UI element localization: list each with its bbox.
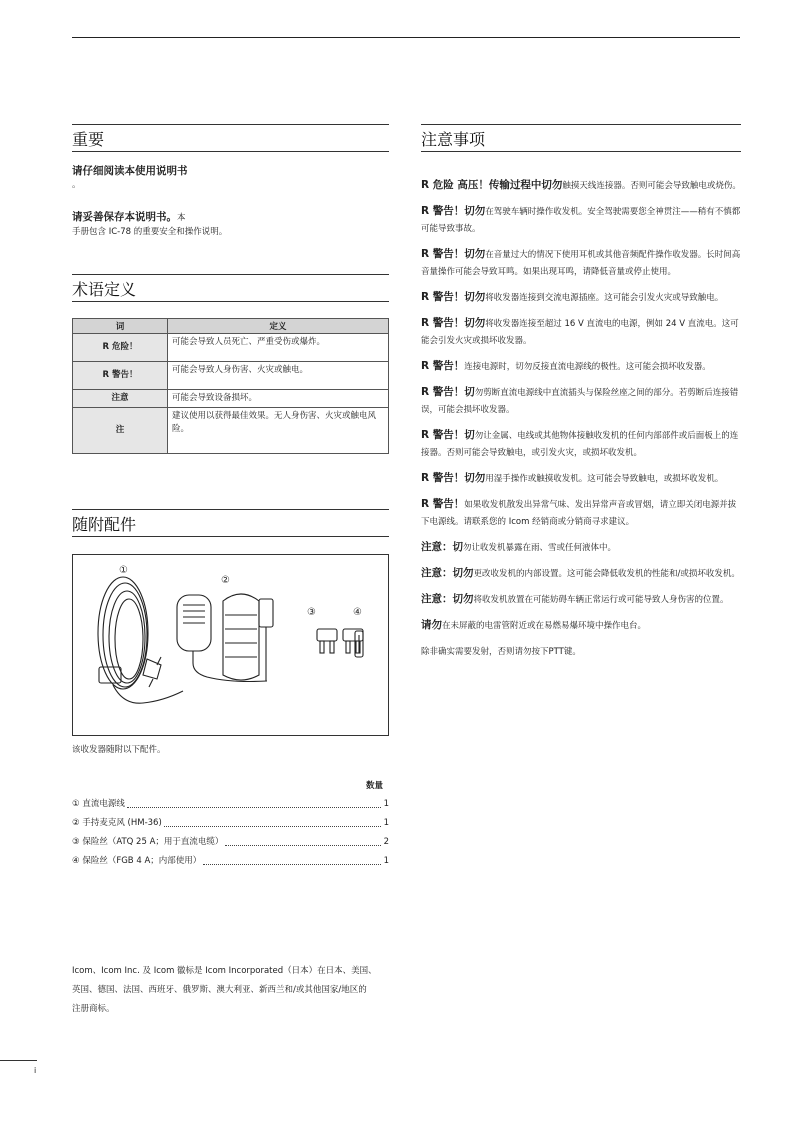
precaution-item — [421, 427, 741, 462]
precaution-text: 除非确实需要发射，否则请勿按下PTT键。 — [421, 647, 581, 657]
precaution-item — [421, 496, 741, 531]
precaution-lead: R 警告！切 — [421, 429, 475, 441]
precaution-item — [421, 617, 741, 635]
accessory-qty: 1 — [383, 818, 389, 828]
terms-col-def: 定义 — [168, 319, 389, 334]
precaution-text: 如果收发机散发出异常气味、发出异常声音或冒烟，请立即关闭电源并拔下电源线。请联系您的 Icom 经销商或分销商寻求建议。 — [421, 500, 737, 527]
precaution-lead: 注意：切勿 — [421, 593, 474, 605]
precaution-lead: R 警告！切勿 — [421, 472, 486, 484]
precaution-item — [421, 246, 741, 281]
precaution-lead: R 危险 高压！传输过程中切勿 — [421, 179, 563, 191]
precaution-text: 触摸天线连接器。否则可能会导致触电或烧伤。 — [562, 181, 741, 191]
accessories-drawing — [73, 555, 388, 735]
precaution-lead: R 警告！切勿 — [421, 205, 486, 217]
precaution-text: 勿让收发机暴露在雨、雪或任何液体中。 — [463, 543, 617, 553]
precaution-text: 用湿手操作或触摸收发机。这可能会导致触电，或损坏收发机。 — [485, 474, 724, 484]
precaution-lead: R 警告！切勿 — [421, 248, 486, 260]
table-row — [73, 334, 389, 362]
precaution-text: 勿剪断直流电源线中直流插头与保险丝座之间的部分。若剪断后连接错误，可能会损坏收发器。 — [421, 388, 739, 415]
trademark-notice — [72, 962, 389, 1019]
precaution-item — [421, 289, 741, 307]
accessories-intro: 该收发器随附以下配件。 — [72, 745, 166, 755]
precaution-item — [421, 315, 741, 350]
list-item — [72, 835, 389, 849]
right-column — [421, 124, 741, 657]
precaution-text: 更改收发机的内部设置。这可能会降低收发机的性能和/或损坏收发机。 — [473, 569, 740, 579]
terms-table — [72, 318, 389, 454]
accessory-name: ③ 保险丝（ATQ 25 A；用于直流电缆） — [72, 837, 224, 847]
precaution-text: 将收发器连接至超过 16 V 直流电的电源，例如 24 V 直流电。这可能会引发火灾或损坏收发器。 — [421, 319, 739, 346]
top-rule — [72, 37, 740, 38]
table-row — [73, 390, 389, 408]
precaution-text: 将收发器连接到交流电源插座。这可能会引发火灾或导致触电。 — [485, 293, 724, 303]
precaution-lead: R 警告！切勿 — [421, 317, 486, 329]
term-cell: 注 — [73, 408, 168, 454]
read-manual-text — [72, 164, 389, 178]
list-item — [72, 816, 389, 830]
trademark-line: 注册商标。 — [72, 1004, 115, 1014]
qty-header: 数量 — [365, 781, 383, 791]
precautions-title: 注意事项 — [421, 124, 741, 152]
footer-rule — [0, 1060, 37, 1061]
left-column — [72, 124, 389, 1014]
accessory-qty: 1 — [383, 856, 389, 866]
leader-dots — [127, 797, 381, 808]
dc-cable-icon — [98, 577, 183, 703]
trademark-line: Icom、Icom Inc. 及 Icom 徽标是 Icom Incorporated（日本）在日本、美国、 — [72, 966, 377, 976]
precaution-lead: R 警告！ — [421, 360, 465, 372]
precaution-item — [421, 539, 741, 557]
accessory-name: ① 直流电源线 — [72, 799, 125, 809]
term-cell: R 危险！ — [73, 334, 168, 362]
precautions-list — [421, 177, 741, 669]
terms-title: 术语定义 — [72, 274, 389, 302]
keep-manual-line2: 手册包含 IC-78 的重要安全和操作说明。 — [72, 227, 228, 237]
read-manual-bold: 请仔细阅读本使用说明书 — [72, 165, 188, 177]
precaution-lead: R 警告！切 — [421, 386, 475, 398]
leader-dots — [225, 835, 381, 846]
table-row — [73, 362, 389, 390]
precaution-lead: R 警告！ — [421, 498, 465, 510]
term-cell: 注意 — [73, 390, 168, 408]
important-title: 重要 — [72, 124, 389, 152]
precaution-item — [421, 591, 741, 609]
accessory-name: ② 手持麦克风 (HM-36) — [72, 818, 162, 828]
precaution-text: 在驾驶车辆时操作收发机。安全驾驶需要您全神贯注——稍有不慎都可能导致事故。 — [421, 207, 741, 234]
def-cell: 建议使用以获得最佳效果。无人身伤害、火灾或触电风险。 — [168, 408, 389, 454]
list-item — [72, 854, 389, 868]
precaution-lead: 注意：切 — [421, 541, 463, 553]
precaution-item — [421, 203, 741, 238]
def-cell: 可能会导致人身伤害、火灾或触电。 — [168, 362, 389, 390]
precaution-text: 连接电源时，切勿反接直流电源线的极性。这可能会损坏收发器。 — [464, 362, 711, 372]
marker-4: ④ — [353, 607, 362, 618]
keep-manual-bold: 请妥善保存本说明书。 — [72, 211, 177, 223]
precaution-item — [421, 565, 741, 583]
marker-2: ② — [221, 575, 230, 586]
def-cell: 可能会导致设备损坏。 — [168, 390, 389, 408]
marker-3: ③ — [307, 607, 316, 618]
precaution-text: 在未屏蔽的电雷管附近或在易燃易爆环境中操作电台。 — [442, 621, 647, 631]
precaution-item — [421, 177, 741, 195]
keep-manual-rest: 本 — [177, 213, 186, 223]
precaution-lead: 注意：切勿 — [421, 567, 474, 579]
precaution-item — [421, 358, 741, 376]
precaution-lead: R 警告！切勿 — [421, 291, 486, 303]
precaution-item — [421, 470, 741, 488]
leader-dots — [164, 816, 381, 827]
accessories-title: 随附配件 — [72, 509, 389, 537]
accessory-qty: 1 — [383, 799, 389, 809]
marker-1: ① — [119, 565, 128, 576]
microphone-icon — [177, 594, 273, 682]
term-cell: R 警告！ — [73, 362, 168, 390]
read-manual-rest: 。 — [72, 180, 81, 190]
terms-col-term: 词 — [73, 319, 168, 334]
precaution-text: 勿让金属、电线或其他物体接触收发机的任何内部部件或后面板上的连接器。否则可能会导致触电，或引发火灾，或损坏收发机。 — [421, 431, 739, 458]
precaution-text: 将收发机放置在可能妨碍车辆正常运行或可能导致人身伤害的位置。 — [473, 595, 729, 605]
accessories-illustration — [72, 554, 389, 736]
blade-fuse-icon — [317, 629, 363, 653]
list-item — [72, 797, 389, 811]
accessory-name: ④ 保险丝（FGB 4 A；内部使用） — [72, 856, 202, 866]
keep-manual-text — [72, 210, 389, 225]
precaution-text: 在音量过大的情况下使用耳机或其他音频配件操作收发器。长时间高音量操作可能会导致耳鸣。如果出现耳鸣，请降低音量或停止使用。 — [421, 250, 741, 277]
precaution-lead: 请勿 — [421, 619, 442, 631]
table-row — [73, 408, 389, 454]
terms-header-row — [73, 319, 389, 334]
precaution-item — [421, 384, 741, 419]
leader-dots — [203, 854, 381, 865]
important-block — [72, 164, 389, 239]
precaution-item — [421, 643, 741, 661]
accessory-qty: 2 — [383, 837, 389, 847]
def-cell: 可能会导致人员死亡、严重受伤或爆炸。 — [168, 334, 389, 362]
page-number: i — [34, 1066, 37, 1075]
trademark-line: 英国、德国、法国、西班牙、俄罗斯、澳大利亚、新西兰和/或其他国家/地区的 — [72, 985, 367, 995]
